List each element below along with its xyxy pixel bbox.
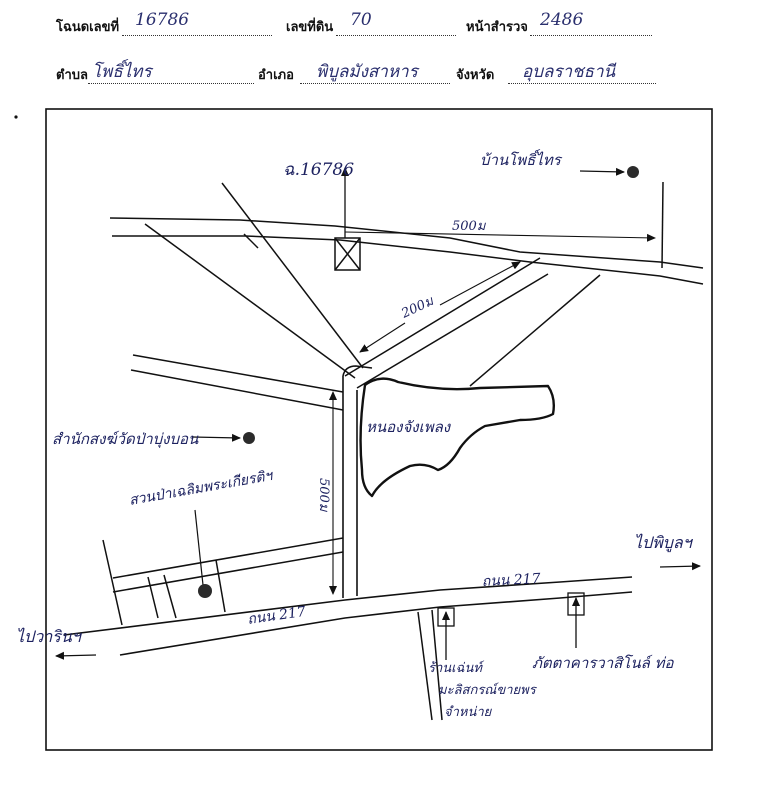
dim-500-top bbox=[345, 232, 655, 238]
memorial-marker bbox=[195, 510, 212, 598]
pond-outline bbox=[361, 379, 554, 496]
parcel-label: ฉ.16786 bbox=[283, 160, 355, 180]
link-road bbox=[345, 258, 548, 388]
subdistrict-label: ตำบล bbox=[56, 68, 88, 83]
pond-road bbox=[470, 275, 600, 386]
subdistrict-value: โพธิ์ไทร bbox=[92, 62, 152, 82]
memorial-label: สวนป่าเฉลิมพระเกียรติฯ bbox=[127, 467, 274, 509]
road-left-label: ถนน 217 bbox=[246, 603, 307, 628]
to-phibun-label: ไปพิบูลฯ bbox=[634, 533, 692, 552]
diagonal-roads bbox=[145, 183, 363, 378]
district-value: พิบูลมังสาหาร bbox=[316, 62, 418, 82]
land-no-value: 70 bbox=[350, 10, 372, 30]
dist-500-vert-label: 500ม bbox=[316, 478, 331, 512]
vertical-road bbox=[343, 366, 372, 598]
district-label: อำเภอ bbox=[258, 68, 294, 83]
road-right-label: ถนน 217 bbox=[481, 570, 541, 590]
arrow-to-warin bbox=[56, 655, 96, 656]
shop-label-line-3: จำหน่าย bbox=[444, 705, 492, 720]
dist-500-top-label: 500ม bbox=[452, 219, 486, 234]
stray-dot bbox=[14, 115, 17, 118]
shop-label bbox=[428, 660, 538, 720]
pond-label: หนองจังเพลง bbox=[366, 418, 451, 436]
to-warin-label: ไปวารินฯ bbox=[16, 627, 81, 646]
top-road bbox=[110, 218, 703, 284]
deed-no-label: โฉนดเลขที่ bbox=[56, 20, 120, 35]
province-label: จังหวัด bbox=[456, 68, 495, 83]
survey-page-label: หน้าสำรวจ bbox=[466, 20, 528, 35]
market-marker bbox=[568, 593, 584, 648]
school-marker bbox=[580, 166, 639, 178]
monk-office-label: สำนักสงฆ์วัดป่าบุ่งบอน bbox=[52, 430, 199, 448]
land-no-label: เลขที่ดิน bbox=[286, 20, 334, 35]
arrow-to-phibun bbox=[660, 566, 700, 567]
deed-no-value: 16786 bbox=[135, 10, 190, 30]
shop-label-line-2: มะลิสกรณ์ขายพร bbox=[438, 683, 536, 698]
province-value: อุบลราชธานี bbox=[522, 62, 616, 82]
school-road bbox=[662, 182, 663, 268]
survey-page-value: 2486 bbox=[540, 10, 584, 30]
parcel-box bbox=[335, 238, 360, 270]
shop-label-line-1: ร้านเฉ่นท์ bbox=[428, 661, 482, 676]
monk-marker bbox=[192, 432, 255, 444]
main-road-217 bbox=[64, 577, 632, 655]
dist-200-label: 200ม bbox=[399, 293, 436, 322]
shop-marker bbox=[438, 608, 454, 660]
market-label: ภัตตาคารวาสิโนล์ ท่อ bbox=[532, 654, 674, 672]
school-label: บ้านโพธิ์ไทร bbox=[480, 151, 561, 169]
